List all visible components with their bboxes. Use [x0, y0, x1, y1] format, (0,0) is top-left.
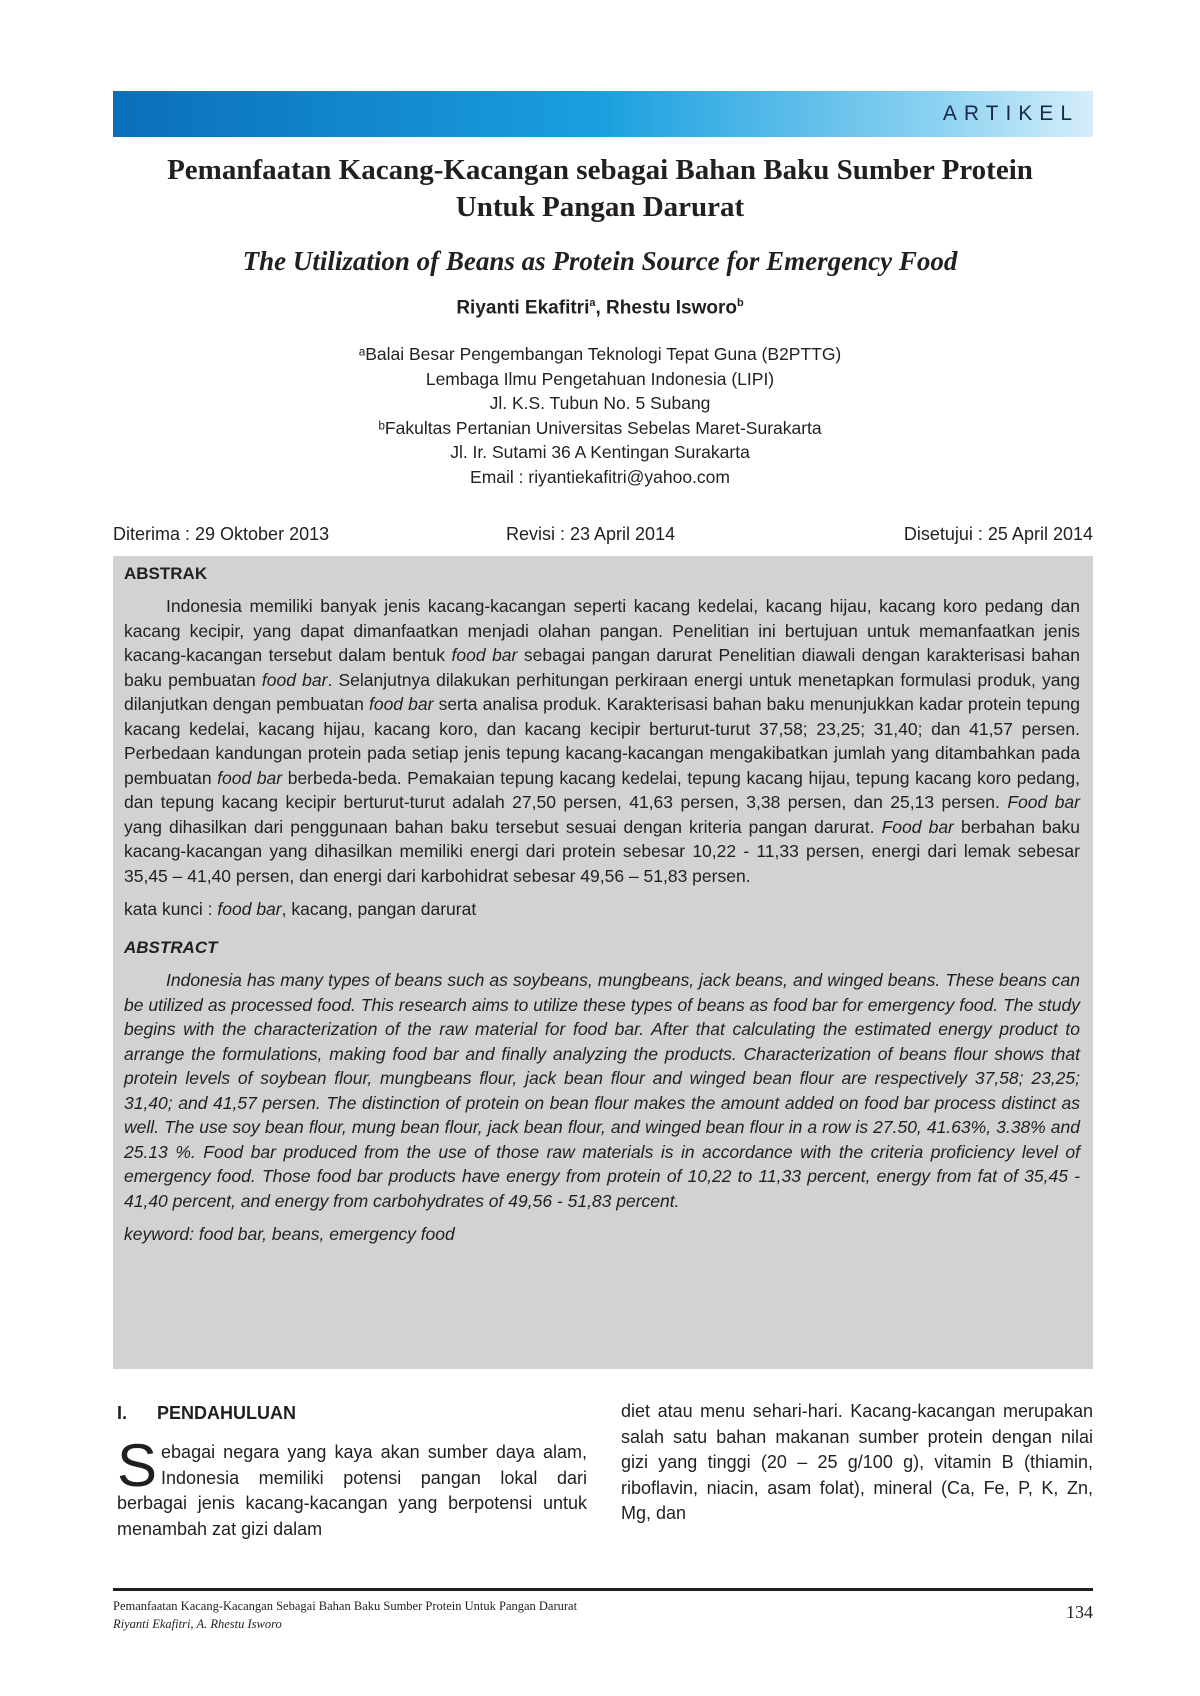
affiliation-line: ᵃBalai Besar Pengembangan Teknologi Tepat Guna (B2PTTG) — [358, 344, 842, 364]
intro-right-text: diet atau menu sehari-hari. Kacang-kacangan merupakan salah satu bahan makanan sumber protein dengan nilai gizi yang tinggi (20 – 25 g/100 g), vitamin B (thiamin, riboflavin, niacin, asam folat), mineral (Ca, Fe, P, K, Zn, Mg, dan — [621, 1401, 1093, 1523]
abstrak-italic: food bar — [217, 767, 283, 788]
abstract-body: Indonesia has many types of beans such as soybeans, mungbeans, jack beans, and winged beans. These beans can be utilized as processed food. This research aims to utilize these types of beans as food bar for emergency food. The study begins with the characterization of the raw material for food bar. After that calculating the estimated energy product to arrange the formulations, making food bar and finally analyzing the products. Characterization of beans flour shows that protein levels of soybean flour, mungbeans flour, jack bean flour and winged bean flour are respectively 37,58; 23,25; 31,40; and 41,57 persen. The distinction of protein on bean flour makes the amount added on food bar process distinct as well. The use soy bean flour, mung bean flour, jack bean flour, and winged bean flour in a row is 27.50, 41.63%, 3.38% and 25.13 %. Food bar produced from the use of those raw materials is in accordance with the criteria proficiency level of emergency food. Those food bar products have energy from protein of 10,22 to 11,33 percent, energy from fat of 35,45 - 41,40 percent, and energy from carbohydrates of 49,56 - 51,83 percent. — [124, 970, 1080, 1211]
affiliations — [100, 342, 1100, 489]
abstrak-text: sebagai pangan darurat Penelitian diawali dengan karakterisasi bahan baku pembuatan — [124, 645, 1081, 690]
running-footer — [113, 1597, 577, 1633]
kata-kunci-italic: food bar — [217, 899, 282, 919]
intro-left-text: ebagai negara yang kaya akan sumber daya alam, Indonesia memiliki potensi pangan lokal dari berbagai jenis kacang-kacangan yang berpotensi untuk menambah zat gizi dalam — [117, 1442, 587, 1539]
kata-kunci — [124, 899, 1080, 920]
footer-rule — [113, 1588, 1093, 1591]
keyword: keyword: food bar, beans, emergency food — [124, 1224, 455, 1244]
abstrak-italic: food bar — [451, 645, 518, 665]
abstrak-italic: food bar — [261, 669, 328, 690]
section-title: PENDAHULUAN — [157, 1403, 296, 1423]
abstrak-italic: food bar — [368, 694, 434, 714]
abstrak-text: yang dihasilkan dari penggunaan bahan baku tersebut sesuai dengan kriteria pangan darurat. — [124, 816, 882, 837]
abstrak-italic: Food bar — [881, 816, 954, 837]
footer-title: Pemanfaatan Kacang-Kacangan Sebagai Bahan Baku Sumber Protein Untuk Pangan Darurat — [113, 1599, 578, 1613]
abstrak-body — [124, 594, 1080, 888]
page-number: 134 — [1066, 1602, 1093, 1622]
english-title: The Utilization of Beans as Protein Source for Emergency Food — [242, 246, 958, 276]
intro-right-column — [621, 1399, 1093, 1527]
title-line-2: Untuk Pangan Darurat — [455, 191, 745, 223]
affiliation-line: Lembaga Ilmu Pengetahuan Indonesia (LIPI) — [425, 368, 775, 389]
section-number: I. — [117, 1403, 128, 1423]
title-line-1: Pemanfaatan Kacang-Kacangan sebagai Bahan Baku Sumber Protein — [167, 154, 1033, 186]
author-b: Rhestu Isworo — [606, 297, 737, 319]
kata-kunci-label: kata kunci : — [124, 899, 218, 919]
intro-left-column — [117, 1432, 587, 1542]
date-revised: Revisi : 23 April 2014 — [506, 524, 676, 544]
abstrak-text: berbahan baku kacang-kacangan yang dihasilkan memiliki energi dari protein sebesar 10,22 - 11,33 persen, energi dari lemak sebesar 35,45 – 41,40 persen, dan energi dari karbohidrat sebesar 49,56 – 51,83 persen. — [124, 816, 1081, 886]
authors — [100, 297, 1100, 319]
author-separator: , — [595, 297, 607, 319]
email-line: Email : riyantiekafitri@yahoo.com — [470, 466, 730, 487]
abstrak-text: berbeda-beda. Pemakaian tepung kacang kedelai, tepung kacang hijau, tepung kacang koro pedang, dan tepung kacang kecipir berturut-turut adalah 27,50 persen, 41,63 persen, 3,38 persen, dan 25,13 persen. — [124, 767, 1080, 812]
paper-title — [100, 152, 1100, 226]
author-b-sup: b — [736, 297, 744, 309]
abstrak-text: serta analisa produk. Karakterisasi bahan baku menunjukkan kadar protein tepung kacang kedelai, kacang hijau, kacang koro, dan kacang kecipir berturut-turut 37,58; 23,25; 31,40; dan 41,57 persen. Perbedaan kandungan protein pada setiap jenis tepung kacang-kacangan mengakibatkan jumlah yang ditambahkan pada pembuatan — [124, 694, 1080, 788]
drop-cap: S — [117, 1432, 158, 1499]
affiliation-line: ᵇFakultas Pertanian Universitas Sebelas Maret-Surakarta — [378, 417, 822, 438]
abstrak-text: Indonesia memiliki banyak jenis kacang-kacangan seperti kacang kedelai, kacang hijau, kacang koro pedang dan kacang kecipir, yang dapat dimanfaatkan menjadi olahan pangan. Penelitian ini bertujuan untuk memanfaatkan jenis kacang-kacangan tersebut dalam bentuk — [124, 596, 1080, 665]
abstrak-text: . Selanjutnya dilakukan perhitungan perkiraan energi untuk menetapkan formulasi produk, yang dilanjutkan dengan pembuatan — [124, 669, 1081, 714]
abstract-box — [113, 556, 1093, 1369]
affiliation-line: Jl. Ir. Sutami 36 A Kentingan Surakarta — [450, 442, 750, 462]
banner-label: ARTIKEL — [942, 102, 1079, 125]
section-heading — [117, 1403, 296, 1424]
affiliation-line: Jl. K.S. Tubun No. 5 Subang — [489, 393, 711, 413]
abstrak-heading: ABSTRAK — [124, 564, 208, 583]
abstract-heading: ABSTRACT — [124, 938, 218, 957]
author-a: Riyanti Ekafitri — [456, 297, 590, 319]
abstrak-italic: Food bar — [1007, 792, 1080, 812]
date-approved: Disetujui : 25 April 2014 — [903, 524, 1093, 544]
article-banner — [113, 91, 1093, 137]
date-received: Diterima : 29 Oktober 2013 — [113, 524, 330, 544]
footer-authors: Riyanti Ekafitri, A. Rhestu Isworo — [113, 1617, 282, 1631]
author-a-sup: a — [589, 297, 596, 309]
kata-kunci-rest: , kacang, pangan darurat — [281, 899, 477, 919]
